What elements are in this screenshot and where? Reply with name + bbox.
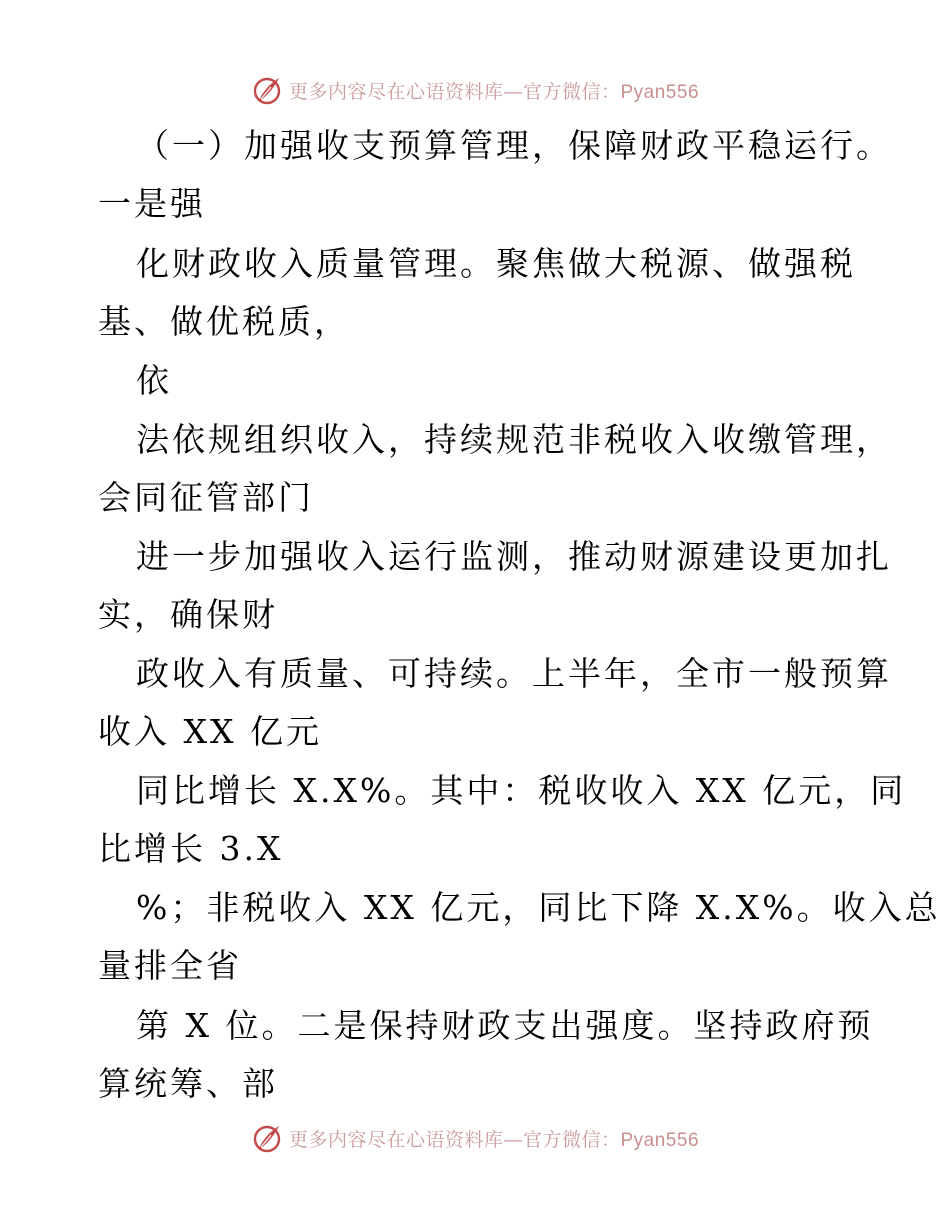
text-line: %；非税收入 XX 亿元，同比下降 X.X%。收入总 [136,888,941,927]
feather-pen-circle-icon [251,1122,283,1154]
text-line: 第 X 位。二是保持财政支出强度。坚持政府预 [136,1006,874,1045]
watermark-text: 更多内容尽在心语资料库—官方微信：Pyan556 [288,80,700,103]
text-line: 实，确保财 [98,595,278,634]
text-line: 化财政收入质量管理。聚焦做大税源、做强税 [136,244,856,283]
text-line: 依 [136,361,172,400]
text-line: 算统筹、部 [98,1064,278,1103]
feather-pen-circle-icon [251,74,283,106]
text-line: 比增长 3.X [98,829,284,868]
text-line: 进一步加强收入运行监测，推动财源建设更加扎 [136,537,892,576]
text-line: 政收入有质量、可持续。上半年，全市一般预算 [136,654,892,693]
text-line: （一）加强收支预算管理，保障财政平稳运行。 [136,126,892,165]
text-line: 会同征管部门 [98,478,314,517]
watermark-text: 更多内容尽在心语资料库—官方微信：Pyan556 [288,1128,700,1151]
text-line: 收入 XX 亿元 [98,712,322,751]
text-line: 同比增长 X.X%。其中：税收收入 XX 亿元，同 [136,771,907,810]
text-line: 基、做优税质， [98,302,350,341]
text-line: 量排全省 [98,946,242,985]
footer-watermark [0,1118,950,1158]
text-line: 法依规组织收入，持续规范非税收入收缴管理， [136,420,892,459]
header-watermark [0,70,950,110]
text-line: 一是强 [98,184,206,223]
